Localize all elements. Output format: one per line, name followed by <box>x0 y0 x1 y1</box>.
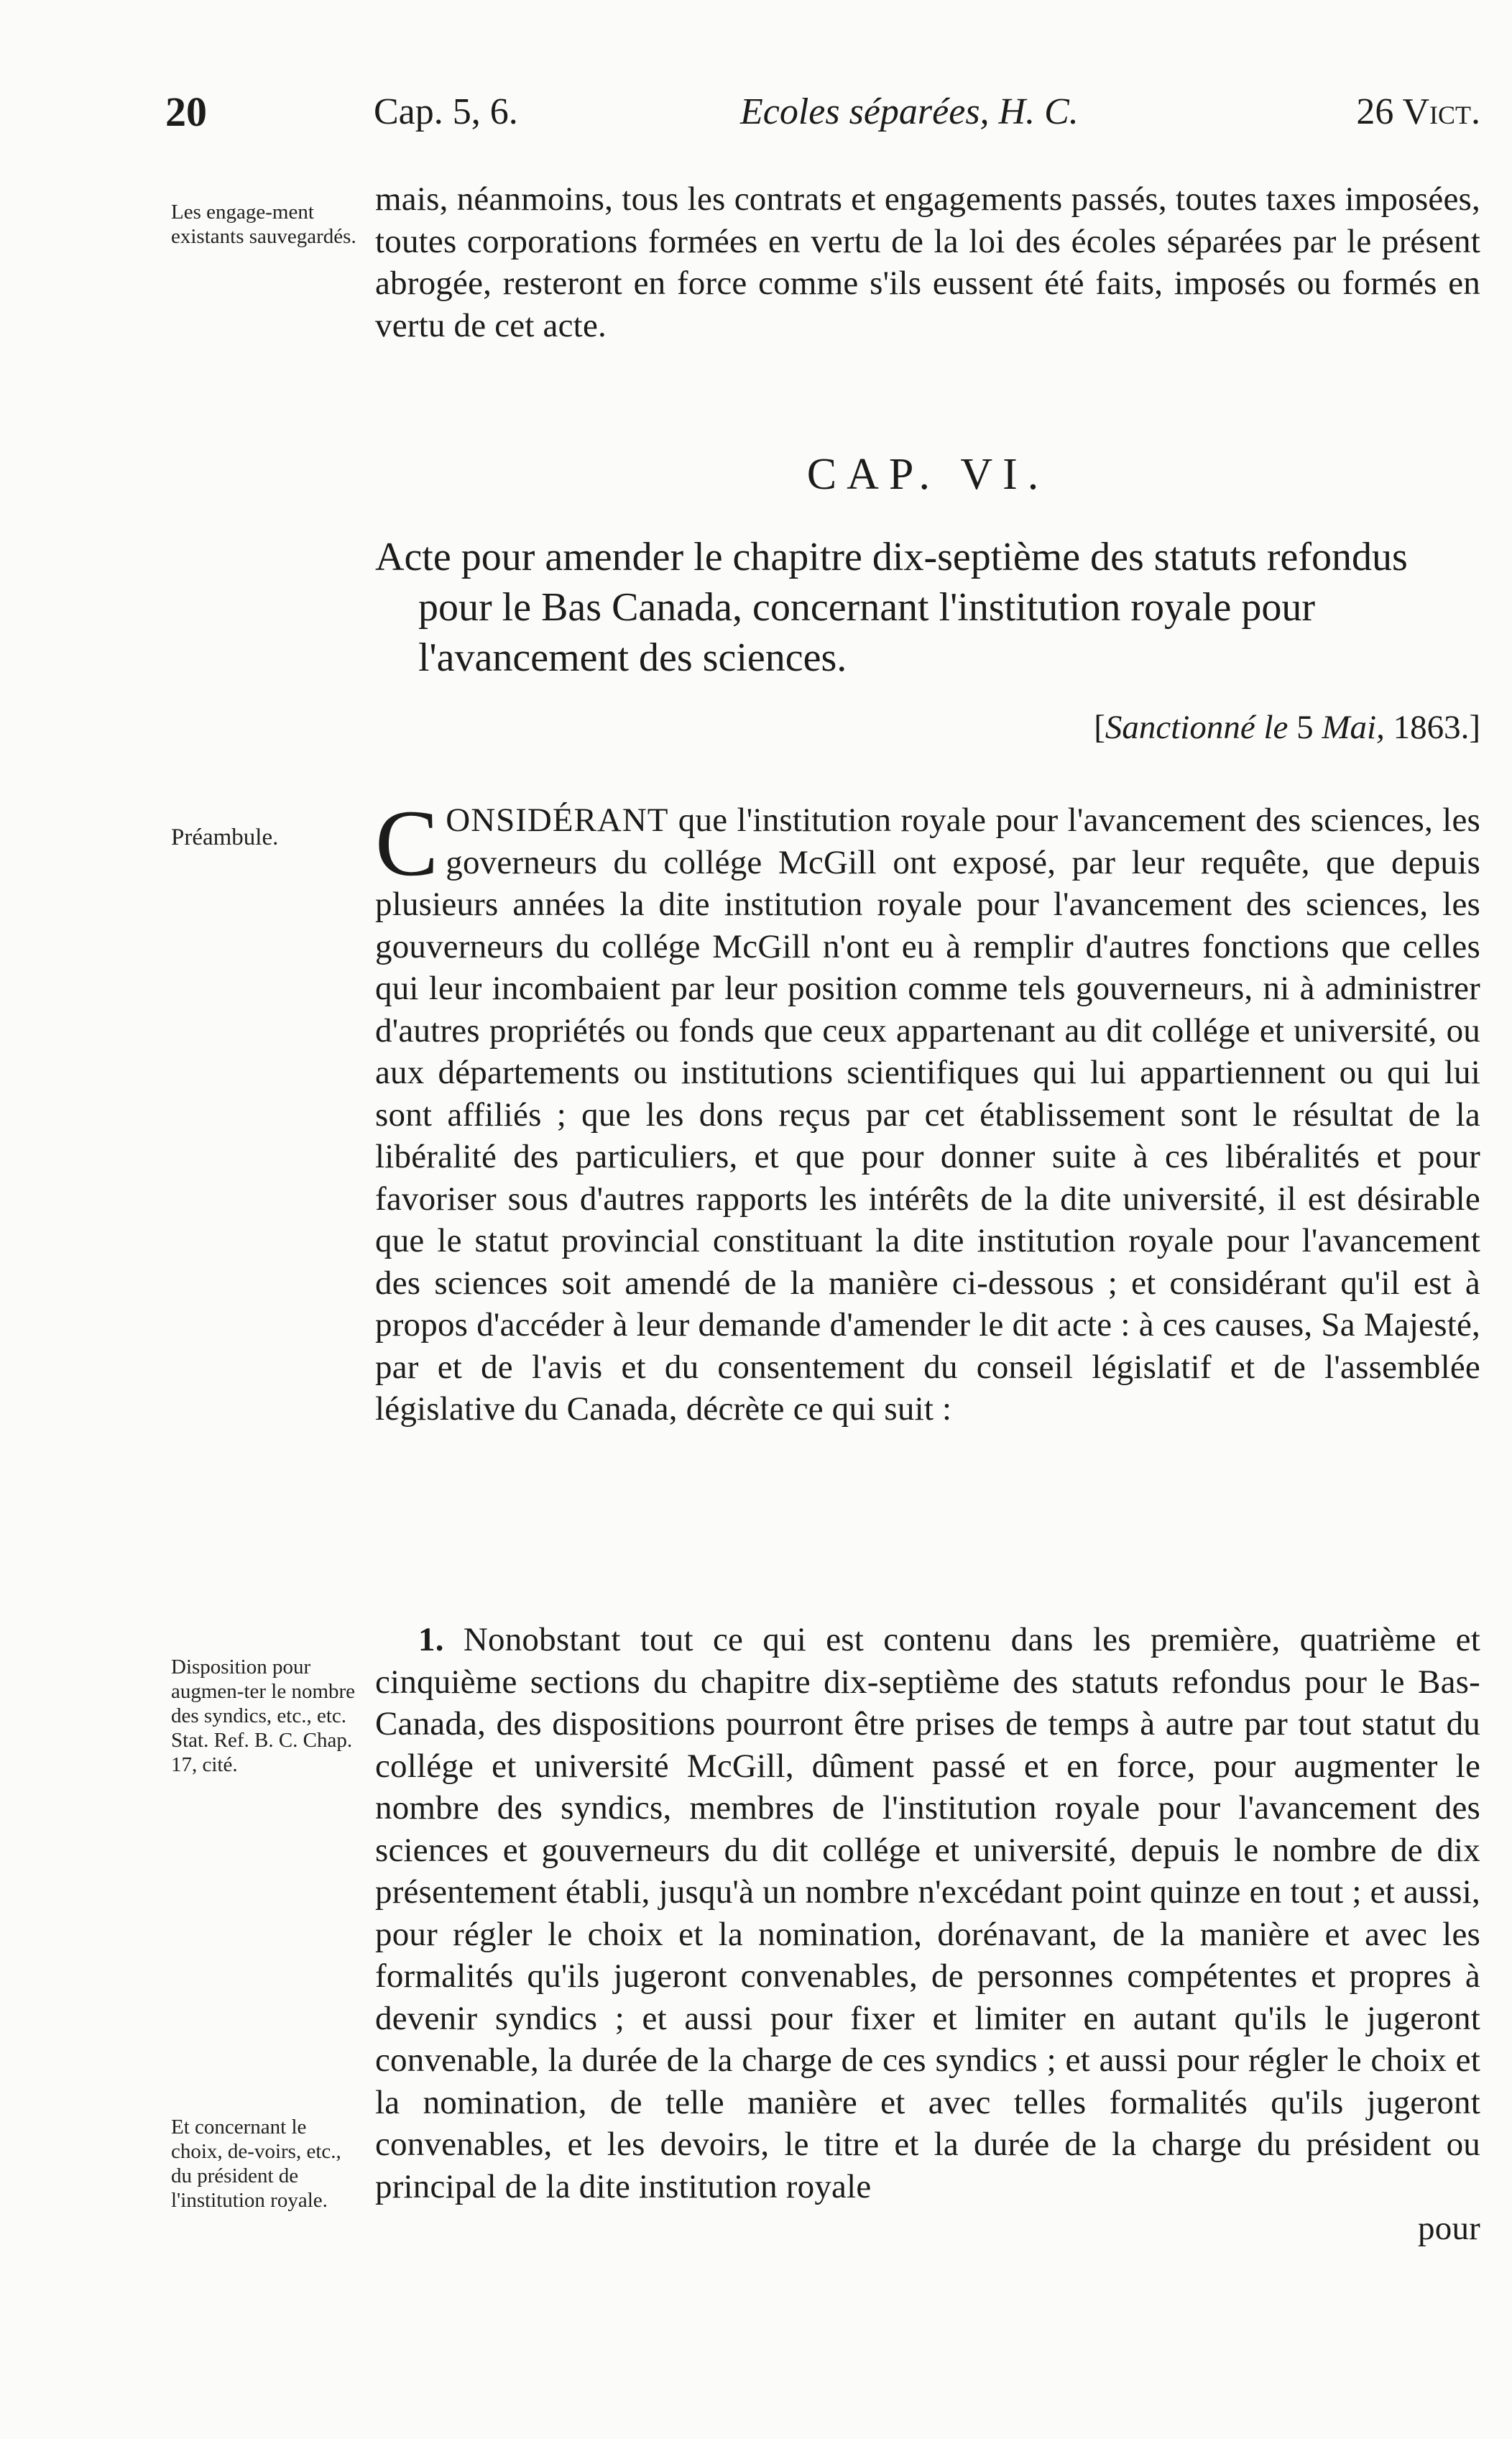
chapter-heading: CAP. VI. <box>806 450 1049 499</box>
sidenote-preamble: Préambule. <box>171 825 279 850</box>
catchword: pour <box>1418 2210 1480 2247</box>
preamble-text: que l'institution royale pour l'avancement des sciences, les governeurs du collége McGill ont exposé, par leur requête, que depuis plusieurs années la dite institution royale pour l'avancement des sciences, les gouverneurs du collége McGill n'ont eu à remplir d'autres fonctions que celles qui leur incombaient par leur position comme tels gouverneurs, ni à administrer d'autres propriétés ou fonds que ceux appartenant au dit collége et université, ou aux départements ou institutions scientifiques qui lui appartiennent ou qui lui sont affiliés ; que les dons reçus par cet établissement sont le résultat de la libéralité des particuliers, et que pour donner suite à ces libéralités et pour favoriser sous d'autres rapports les intérêts de la dite université, il est désirable que le statut provincial constituant la dite institution royale pour l'avancement des sciences soit amendé de la manière ci-dessous ; et considérant qu'il est à propos d'accéder à leur demande d'amender le dit acte : à ces causes, Sa Majesté, par et de l'avis et du consentement du conseil législatif et de l'assemblée législative du Canada, décrète ce qui suit : <box>375 801 1480 1428</box>
drop-cap: C <box>375 790 439 896</box>
chapter-reference: Cap. 5, 6. <box>374 91 518 132</box>
preamble-paragraph <box>375 790 1480 1430</box>
sidenote-choix: Et concernant le choix, de-voirs, etc., du président de l'institution royale. <box>171 2116 341 2212</box>
sanction-open: [ <box>1094 709 1105 746</box>
section-1 <box>375 1619 1480 2250</box>
section-number: 1. <box>418 1621 444 1658</box>
sanction-label: Sanctionné le <box>1105 709 1289 746</box>
section-1-text: Nonobstant tout ce qui est contenu dans les première, quatrième et cinquième sections du chapitre dix-septième des statuts refondus pour le Bas-Canada, des dispositions pourront être prises de temps à autre par tout statut du collége et université McGill, dûment passé et en force, pour augmenter le nombre des syndics, membres de l'institution royale pour l'avancement des sciences et gouverneurs du dit collége et université, depuis le nombre de dix présentement établi, jusqu'à un nombre n'excédant point quinze en tout ; et aussi, pour régler le choix et la nomination, dorénavant, de la manière et avec les formalités qu'ils jugeront convenables, de personnes compétentes et propres à devenir syndics ; et aussi pour fixer et limiter en autant qu'ils le jugeront convenable, la durée de la charge de ces syndics ; et aussi pour régler le choix et la nomination, de telle manière et avec telles formalités qu'ils jugeront convenables, et les devoirs, le titre et la durée de la charge du président ou principal de la dite institution royale <box>375 1621 1480 2205</box>
act-title: Acte pour amender le chapitre dix-septième des statuts refondus pour le Bas Canada, concernant l'institution royale pour l'avancement des sciences. <box>375 535 1408 680</box>
intro-text: mais, néanmoins, tous les contrats et engagements passés, toutes taxes imposées, toutes corporations formées en vertu de la loi des écoles séparées par le présent abrogée, resteront en force comme s'ils eussent été faits, imposés ou formés en vertu de cet acte. <box>375 180 1480 344</box>
intro-paragraph <box>375 178 1480 346</box>
sanction-day: 5 <box>1296 709 1314 746</box>
running-title: Ecoles séparées, H. C. <box>740 91 1079 132</box>
page-number: 20 <box>165 88 207 135</box>
sidenote-engagements: Les engage-ment existants sauvegardés. <box>171 201 356 248</box>
preamble-lead: ONSIDÉRANT <box>446 801 669 839</box>
sanction-year: 1863.] <box>1393 709 1480 746</box>
regnal-year: 26 Vict. <box>1356 91 1480 132</box>
sanction-date <box>1094 708 1480 747</box>
sidenote-disposition: Disposition pour augmen-ter le nombre des syndics, etc., etc. Stat. Ref. B. C. Chap. 17, cité. <box>171 1655 356 1776</box>
running-head <box>165 88 1480 145</box>
sanction-month: Mai, <box>1322 709 1385 746</box>
